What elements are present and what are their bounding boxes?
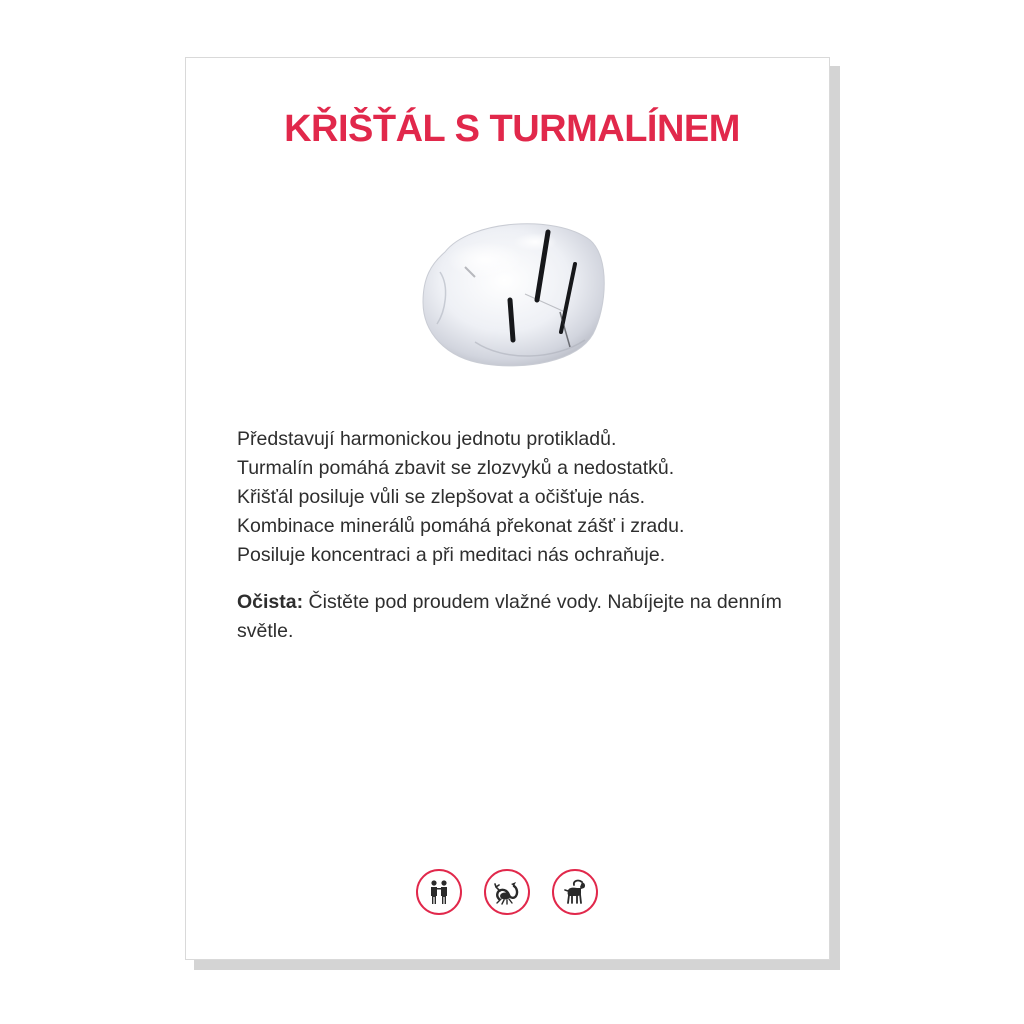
cleaning-text: Čistěte pod proudem vlažné vody. Nabíjejte na denním světle. <box>237 591 782 642</box>
description-line: Kombinace minerálů pomáhá překonat zášť i zradu. <box>237 515 685 537</box>
description-line: Křišťál posiluje vůli se zlepšovat a očišťuje nás. <box>237 486 646 508</box>
description-line: Turmalín pomáhá zbavit se zlozvyků a nedostatků. <box>237 457 675 479</box>
stone-image <box>415 212 610 372</box>
description-line: Představují harmonickou jednotu protikladů. <box>237 428 617 450</box>
scorpio-icon <box>484 869 530 915</box>
zodiac-signs <box>0 869 1024 919</box>
gemini-icon <box>416 869 462 915</box>
capricorn-icon <box>552 869 598 915</box>
cleaning-instructions <box>237 588 797 646</box>
stone-illustration <box>415 212 610 372</box>
cleaning-label: Očista: <box>237 591 304 613</box>
card-title: KŘIŠŤÁL S TURMALÍNEM <box>284 108 740 150</box>
description-line: Posiluje koncentraci a při meditaci nás ochraňuje. <box>237 544 666 566</box>
description <box>237 425 797 570</box>
